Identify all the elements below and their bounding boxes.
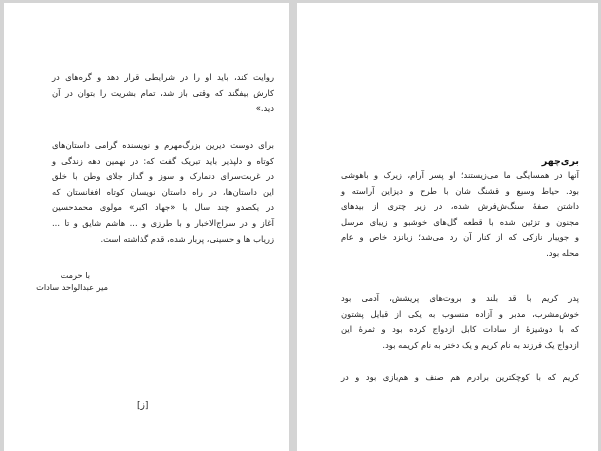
text-line: محله بود. (546, 247, 579, 258)
text-line: آغاز و در سراج‌الاخبار و با طرزی و ... هاشم شایق و تا ... (52, 217, 274, 228)
text-line: روایت کند، باید او را در شرایطی قرار دهد و گره‌های در (52, 72, 274, 82)
signature-closing: با حرمت (60, 270, 90, 280)
text-line: در غربت‌سرای دنمارک و سوز و گداز جلای وطن با خلق (52, 171, 274, 182)
right-paragraph-1 (341, 168, 579, 262)
text-line: زریاب ها و حسینی، پربار شده، قدم گذاشته است. (100, 233, 274, 244)
text-line: کارش بیفگند که وقتی باز شد، تمام بشریت را بتوان در آن (52, 87, 274, 98)
text-line: کوتاه و دلپذیر باید تبریک گفت که: در نهمین دهه زندگی و (52, 155, 274, 166)
signature-name: میر عبدالواحد سادات (36, 282, 108, 292)
text-line: و جویبار نازکی که از کنار آن رد می‌شد؛ زبانزد خاص و عام (341, 232, 579, 243)
left-paragraph-1 (52, 70, 274, 117)
text-line: کریم که با کوچکترین برادرم هم صنف و هم‌بازی بود و در (341, 372, 579, 382)
text-line: این داستان‌ها، در راه داستان نویسان کوتاه افغانستان که (52, 186, 274, 197)
text-line: دید.» (255, 103, 274, 114)
signature-block (36, 269, 108, 293)
right-paragraph-2 (341, 291, 579, 353)
story-title: بری‌چهر (541, 156, 579, 167)
text-line: بود. حیاط وسیع و قشنگ شان با طرح و دیزاین آراسته و (341, 185, 579, 196)
right-page (297, 3, 598, 451)
right-paragraph-3 (341, 370, 579, 386)
page-number: [ز] (137, 401, 149, 411)
text-line: خوش‌مشرب، مدبر و آزاده منسوب به یکی از قبایل پشتون (341, 308, 579, 319)
left-page (4, 3, 289, 451)
text-line: پدر کریم با قد بلند و بروت‌های پریشش، آدمی بود (341, 293, 579, 303)
text-line: در یکصدو چند سال با «جهاد اکبر» مولوی محمدحسین (52, 202, 274, 213)
text-line: ازدواج یک فرزند به نام کریم و یک دختر به نام کریمه بود. (382, 339, 579, 350)
text-line: داشتن صفهٔ سنگ‌ش‌فرش شده، در زیر چتری از بیدهای (341, 201, 579, 212)
text-line: که با دوشیزهٔ از سادات کابل ازدواج کرده بود و ثمرهٔ این (341, 324, 579, 335)
left-paragraph-2 (52, 138, 274, 247)
text-line: آنها در همسایگی ما می‌زیستند؛ او پسر آرام، زیرک و باهوشی (341, 170, 579, 180)
text-line: مجنون و تزئین شده با قطعه گل‌های خوشبو و زیبای مرسل (341, 216, 579, 227)
text-line: برای دوست دیرین بزرگ‌مهرم و نویسنده گرامی داستان‌های (52, 140, 274, 150)
